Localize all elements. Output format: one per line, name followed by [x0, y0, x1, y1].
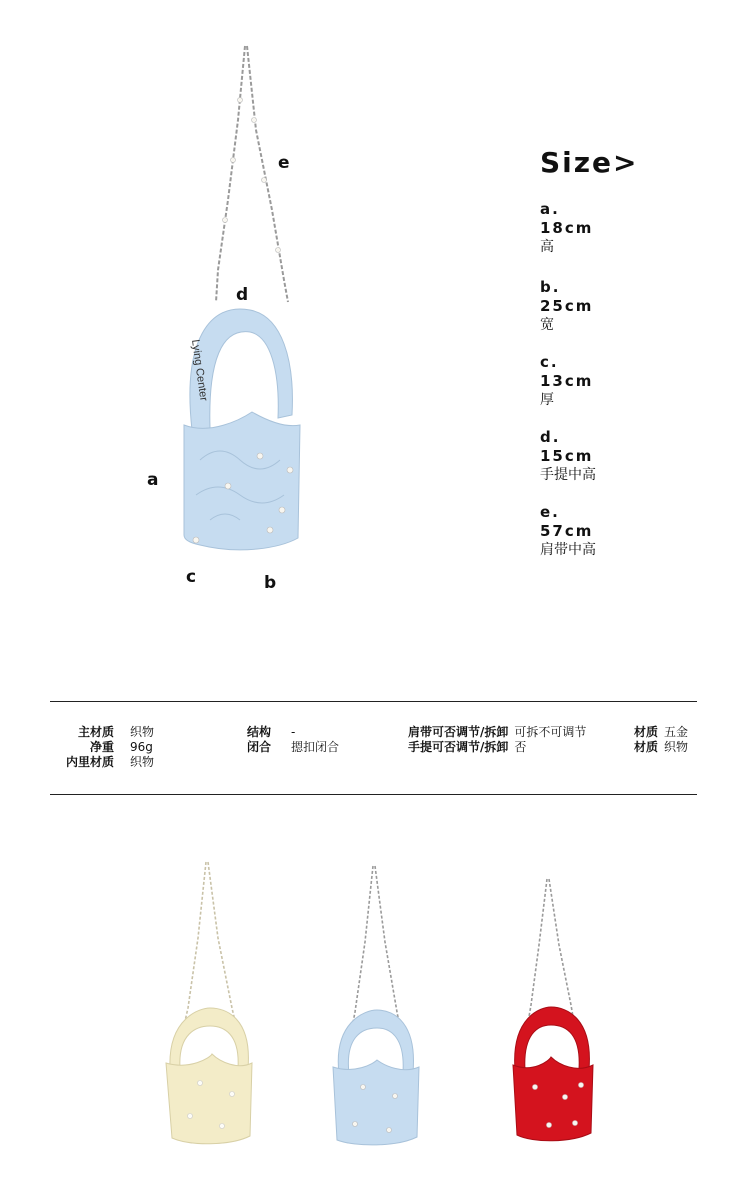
dimension-d: [540, 428, 596, 485]
spec-label: 材质: [634, 740, 659, 754]
dimension-label: 高: [540, 239, 554, 255]
spec-label: 净重: [89, 740, 114, 754]
bag-variant-blue: [325, 862, 425, 1147]
dimension-label: 手提中高: [540, 467, 596, 483]
dimension-letter: a.: [540, 200, 560, 218]
dimension-letter-d: d: [236, 285, 249, 305]
bag-variant-cream: [160, 858, 260, 1148]
top-divider: [50, 701, 697, 702]
bag-body: [184, 412, 300, 550]
chain-strap: [216, 46, 245, 302]
dimension-c: [540, 353, 593, 410]
dimension-label: 宽: [540, 317, 554, 333]
spec-value: 否: [514, 740, 527, 754]
dimension-value: 18cm: [540, 219, 594, 237]
spec-value: 摁扣闭合: [291, 740, 340, 754]
dimension-label: 肩带中高: [540, 542, 596, 558]
spec-label: 内里材质: [65, 755, 114, 769]
spec-column-2: [247, 725, 339, 755]
spec-value: 可拆不可调节: [514, 725, 587, 739]
spec-column-1: [50, 725, 154, 770]
dimension-letter-e: e: [278, 153, 290, 173]
spec-column-3: [408, 725, 586, 755]
spec-label: 闭合: [247, 740, 272, 754]
handle-brand-text: Lying Center: [189, 338, 210, 402]
dimension-letter-b: b: [264, 573, 277, 593]
dimension-a: [540, 200, 593, 257]
dimension-letter: d.: [540, 428, 561, 446]
spec-column-4: [634, 725, 688, 755]
dimension-letter: e.: [540, 503, 560, 521]
bottom-divider: [50, 794, 697, 795]
spec-value: 五金: [664, 725, 689, 739]
size-title: Size>: [540, 146, 639, 179]
spec-label: 主材质: [77, 725, 114, 739]
dimension-value: 13cm: [540, 372, 594, 390]
spec-label: 手提可否调节/拆卸: [408, 740, 509, 754]
dimension-value: 25cm: [540, 297, 594, 315]
spec-value: -: [291, 725, 296, 739]
spec-label: 结构: [247, 725, 272, 739]
spec-value: 织物: [130, 725, 155, 739]
dimension-letter: c.: [540, 353, 559, 371]
spec-label: 材质: [634, 725, 659, 739]
dimension-value: 57cm: [540, 522, 594, 540]
dimension-e: [540, 503, 596, 560]
spec-value: 96g: [130, 740, 153, 754]
dimension-letter-c: c: [186, 567, 197, 587]
dimension-b: [540, 278, 593, 335]
spec-value: 织物: [664, 740, 689, 754]
dimension-letter-a: a: [147, 470, 159, 490]
dimension-value: 15cm: [540, 447, 594, 465]
spec-value: 织物: [130, 755, 155, 769]
bag-variant-red: [505, 875, 605, 1145]
spec-label: 肩带可否调节/拆卸: [408, 725, 509, 739]
dimension-label: 厚: [540, 392, 554, 408]
dimension-letter: b.: [540, 278, 561, 296]
